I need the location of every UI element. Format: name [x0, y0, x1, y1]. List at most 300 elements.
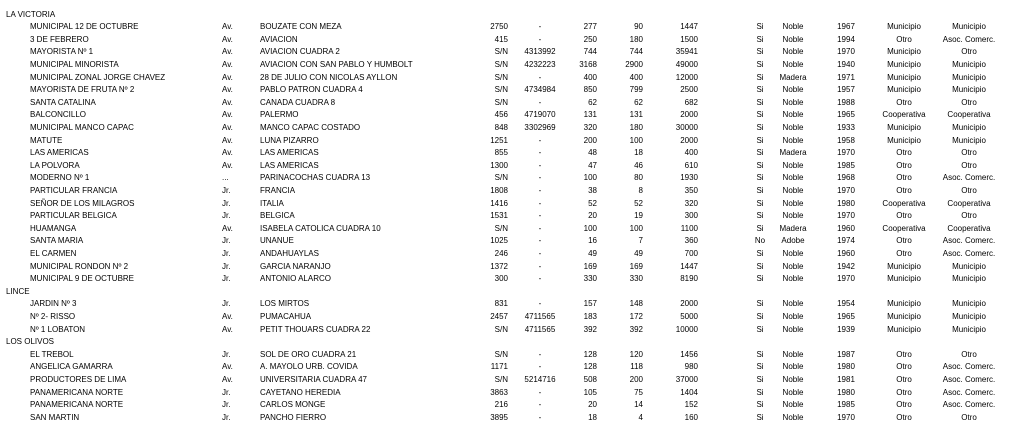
street-number-cell: 456 [494, 110, 508, 120]
year-cell: 1970 [837, 185, 855, 195]
material-cell: Adobe [781, 236, 805, 246]
services-cell: Si [756, 311, 764, 321]
street-type-cell: Jr. [222, 387, 231, 397]
owner-cell: Municipio [887, 22, 921, 32]
market-name-cell: MUNICIPAL MINORISTA [30, 59, 119, 69]
owner-cell: Otro [896, 211, 912, 221]
table-row [0, 412, 1010, 424]
stalls-total-cell: 169 [583, 261, 597, 271]
market-name-cell: MUNICIPAL RONDON Nº 2 [30, 261, 129, 271]
phone-cell: - [538, 236, 542, 246]
street-type-cell: Av. [222, 34, 233, 44]
street-number-cell: S/N [494, 324, 508, 334]
year-cell: 1960 [837, 248, 855, 258]
administrator-cell: Asoc. Comerc. [942, 248, 996, 258]
owner-cell: Otro [896, 387, 912, 397]
address-cell: PETIT THOUARS CUADRA 22 [260, 324, 371, 334]
street-number-cell: S/N [494, 374, 508, 384]
phone-cell: - [538, 173, 542, 183]
stalls-total-cell: 131 [583, 110, 597, 120]
market-name-cell: MUNICIPAL MANCO CAPAC [30, 122, 134, 132]
services-cell: Si [756, 274, 764, 284]
address-cell: ITALIA [260, 198, 284, 208]
table-row [0, 387, 1010, 400]
year-cell: 1970 [837, 211, 855, 221]
services-cell: Si [756, 362, 764, 372]
stalls-active-cell: 14 [634, 400, 643, 410]
area-cell: 320 [684, 198, 698, 208]
material-cell: Madera [779, 72, 807, 82]
material-cell: Noble [782, 387, 804, 397]
market-name-cell: MAYORISTA DE FRUTA Nº 2 [30, 85, 135, 95]
administrator-cell: Asoc. Comerc. [942, 387, 996, 397]
market-name-cell: PANAMERICANA NORTE [30, 400, 124, 410]
administrator-cell: Otro [961, 185, 977, 195]
administrator-cell: Otro [961, 412, 977, 422]
address-cell: LAS AMERICAS [260, 148, 319, 158]
market-name-cell: EL CARMEN [30, 248, 77, 258]
stalls-total-cell: 508 [583, 374, 597, 384]
street-type-cell: ... [222, 173, 229, 183]
area-cell: 1456 [680, 349, 698, 359]
street-type-cell: Av. [222, 362, 233, 372]
services-cell: Si [756, 97, 764, 107]
table-row [0, 399, 1010, 412]
area-cell: 1447 [680, 261, 698, 271]
administrator-cell: Asoc. Comerc. [942, 34, 996, 44]
material-cell: Madera [779, 148, 807, 158]
address-cell: UNANUE [260, 236, 294, 246]
stalls-active-cell: 75 [634, 387, 643, 397]
stalls-total-cell: 38 [588, 185, 597, 195]
services-cell: No [754, 236, 766, 246]
administrator-cell: Cooperativa [947, 110, 991, 120]
owner-cell: Otro [896, 236, 912, 246]
street-type-cell: Jr. [222, 412, 231, 422]
services-cell: Si [756, 47, 764, 57]
stalls-active-cell: 8 [638, 185, 643, 195]
owner-cell: Otro [896, 160, 912, 170]
stalls-active-cell: 392 [629, 324, 643, 334]
stalls-active-cell: 19 [634, 211, 643, 221]
table-row [0, 46, 1010, 59]
owner-cell: Cooperativa [882, 223, 926, 233]
market-name-cell: BALCONCILLO [30, 110, 87, 120]
year-cell: 1967 [837, 22, 855, 32]
administrator-cell: Otro [961, 160, 977, 170]
services-cell: Si [756, 223, 764, 233]
market-name-cell: PARTICULAR BELGICA [30, 211, 117, 221]
stalls-active-cell: 46 [634, 160, 643, 170]
material-cell: Noble [782, 110, 804, 120]
area-cell: 980 [684, 362, 698, 372]
stalls-total-cell: 850 [583, 85, 597, 95]
services-cell: Si [756, 85, 764, 95]
stalls-active-cell: 180 [629, 34, 643, 44]
address-cell: UNIVERSITARIA CUADRA 47 [260, 374, 367, 384]
stalls-active-cell: 169 [629, 261, 643, 271]
table-row [0, 97, 1010, 110]
address-cell: 28 DE JULIO CON NICOLAS AYLLON [260, 72, 398, 82]
owner-cell: Otro [896, 148, 912, 158]
market-name-cell: EL TREBOL [30, 349, 74, 359]
area-cell: 37000 [675, 374, 698, 384]
owner-cell: Municipio [887, 47, 921, 57]
district-name: LA VICTORIA [6, 9, 56, 19]
table-row [0, 210, 1010, 223]
table-row [0, 160, 1010, 173]
administrator-cell: Cooperativa [947, 223, 991, 233]
owner-cell: Municipio [887, 261, 921, 271]
market-name-cell: MODERNO Nº 1 [30, 173, 90, 183]
phone-cell: - [538, 135, 542, 145]
administrator-cell: Municipio [952, 122, 986, 132]
table-row [0, 147, 1010, 160]
phone-cell: - [538, 148, 542, 158]
material-cell: Noble [782, 47, 804, 57]
phone-cell: 4232223 [524, 59, 556, 69]
table-row [0, 34, 1010, 47]
area-cell: 1447 [680, 22, 698, 32]
administrator-cell: Municipio [952, 274, 986, 284]
material-cell: Noble [782, 173, 804, 183]
address-cell: PALERMO [260, 110, 299, 120]
services-cell: Si [756, 135, 764, 145]
stalls-active-cell: 799 [629, 85, 643, 95]
street-number-cell: S/N [494, 85, 508, 95]
phone-cell: - [538, 34, 542, 44]
street-type-cell: Av. [222, 160, 233, 170]
stalls-total-cell: 16 [588, 236, 597, 246]
market-name-cell: PANAMERICANA NORTE [30, 387, 124, 397]
administrator-cell: Otro [961, 211, 977, 221]
stalls-total-cell: 157 [583, 299, 597, 309]
street-type-cell: Av. [222, 47, 233, 57]
address-cell: LAS AMERICAS [260, 160, 319, 170]
street-number-cell: 1025 [490, 236, 508, 246]
owner-cell: Municipio [887, 135, 921, 145]
year-cell: 1988 [837, 97, 855, 107]
year-cell: 1965 [837, 110, 855, 120]
stalls-total-cell: 105 [583, 387, 597, 397]
phone-cell: - [538, 211, 542, 221]
stalls-total-cell: 250 [583, 34, 597, 44]
owner-cell: Otro [896, 97, 912, 107]
street-number-cell: 1416 [490, 198, 508, 208]
services-cell: Si [756, 59, 764, 69]
market-name-cell: MUNICIPAL ZONAL JORGE CHAVEZ [30, 72, 166, 82]
phone-cell: - [538, 400, 542, 410]
district-header [0, 9, 1010, 22]
administrator-cell: Asoc. Comerc. [942, 362, 996, 372]
stalls-total-cell: 128 [583, 362, 597, 372]
area-cell: 1404 [680, 387, 698, 397]
administrator-cell: Asoc. Comerc. [942, 236, 996, 246]
owner-cell: Otro [896, 185, 912, 195]
street-number-cell: S/N [494, 47, 508, 57]
material-cell: Noble [782, 248, 804, 258]
street-type-cell: Jr. [222, 349, 231, 359]
administrator-cell: Municipio [952, 22, 986, 32]
material-cell: Noble [782, 85, 804, 95]
street-type-cell: Av. [222, 311, 233, 321]
owner-cell: Municipio [887, 59, 921, 69]
address-cell: PANCHO FIERRO [260, 412, 327, 422]
table-row [0, 324, 1010, 337]
phone-cell: - [538, 185, 542, 195]
stalls-active-cell: 80 [634, 173, 643, 183]
address-cell: PARINACOCHAS CUADRA 13 [260, 173, 371, 183]
owner-cell: Municipio [887, 85, 921, 95]
material-cell: Noble [782, 400, 804, 410]
market-name-cell: LAS AMERICAS [30, 148, 89, 158]
material-cell: Noble [782, 122, 804, 132]
services-cell: Si [756, 299, 764, 309]
stalls-total-cell: 18 [588, 412, 597, 422]
stalls-total-cell: 47 [588, 160, 597, 170]
material-cell: Noble [782, 97, 804, 107]
street-number-cell: 1808 [490, 185, 508, 195]
administrator-cell: Asoc. Comerc. [942, 173, 996, 183]
address-cell: CANADA CUADRA 8 [260, 97, 336, 107]
market-name-cell: SAN MARTIN [30, 412, 80, 422]
year-cell: 1980 [837, 387, 855, 397]
street-type-cell: Av. [222, 223, 233, 233]
phone-cell: - [538, 274, 542, 284]
street-type-cell: Jr. [222, 261, 231, 271]
market-name-cell: LA POLVORA [30, 160, 80, 170]
phone-cell: 4711565 [524, 311, 556, 321]
owner-cell: Municipio [887, 274, 921, 284]
street-number-cell: 855 [494, 148, 508, 158]
administrator-cell: Otro [961, 349, 977, 359]
phone-cell: - [538, 223, 542, 233]
table-row [0, 122, 1010, 135]
street-number-cell: 1372 [490, 261, 508, 271]
services-cell: Si [756, 22, 764, 32]
material-cell: Noble [782, 349, 804, 359]
street-number-cell: S/N [494, 223, 508, 233]
street-type-cell: Jr. [222, 274, 231, 284]
area-cell: 12000 [675, 72, 698, 82]
area-cell: 610 [684, 160, 698, 170]
stalls-active-cell: 100 [629, 223, 643, 233]
phone-cell: - [538, 22, 542, 32]
phone-cell: - [538, 198, 542, 208]
market-name-cell: MAYORISTA Nº 1 [30, 47, 94, 57]
material-cell: Noble [782, 135, 804, 145]
stalls-active-cell: 131 [629, 110, 643, 120]
street-number-cell: S/N [494, 349, 508, 359]
stalls-active-cell: 200 [629, 374, 643, 384]
stalls-total-cell: 128 [583, 349, 597, 359]
street-type-cell: Av. [222, 59, 233, 69]
street-number-cell: 848 [494, 122, 508, 132]
street-number-cell: S/N [494, 72, 508, 82]
address-cell: CARLOS MONGE [260, 400, 326, 410]
owner-cell: Cooperativa [882, 198, 926, 208]
administrator-cell: Otro [961, 47, 977, 57]
street-type-cell: Jr. [222, 198, 231, 208]
administrator-cell: Otro [961, 148, 977, 158]
market-name-cell: Nº 1 LOBATON [30, 324, 86, 334]
material-cell: Noble [782, 374, 804, 384]
area-cell: 5000 [680, 311, 698, 321]
owner-cell: Municipio [887, 299, 921, 309]
stalls-total-cell: 62 [588, 97, 597, 107]
stalls-active-cell: 744 [629, 47, 643, 57]
address-cell: LOS MIRTOS [260, 299, 310, 309]
phone-cell: - [538, 97, 542, 107]
area-cell: 152 [684, 400, 698, 410]
stalls-active-cell: 2900 [625, 59, 643, 69]
phone-cell: - [538, 261, 542, 271]
area-cell: 8190 [680, 274, 698, 284]
year-cell: 1965 [837, 311, 855, 321]
owner-cell: Municipio [887, 324, 921, 334]
year-cell: 1987 [837, 349, 855, 359]
material-cell: Noble [782, 261, 804, 271]
stalls-total-cell: 392 [583, 324, 597, 334]
services-cell: Si [756, 261, 764, 271]
street-type-cell: Av. [222, 85, 233, 95]
stalls-active-cell: 49 [634, 248, 643, 258]
street-number-cell: 2750 [490, 22, 508, 32]
services-cell: Si [756, 400, 764, 410]
table-row [0, 84, 1010, 97]
phone-cell: - [538, 160, 542, 170]
stalls-total-cell: 52 [588, 198, 597, 208]
stalls-total-cell: 49 [588, 248, 597, 258]
area-cell: 2000 [680, 135, 698, 145]
year-cell: 1980 [837, 198, 855, 208]
stalls-total-cell: 20 [588, 400, 597, 410]
area-cell: 1930 [680, 173, 698, 183]
services-cell: Si [756, 110, 764, 120]
street-number-cell: S/N [494, 97, 508, 107]
market-name-cell: HUAMANGA [30, 223, 77, 233]
address-cell: PABLO PATRON CUADRA 4 [260, 85, 363, 95]
stalls-active-cell: 148 [629, 299, 643, 309]
street-number-cell: 300 [494, 274, 508, 284]
street-number-cell: 246 [494, 248, 508, 258]
street-number-cell: 1531 [490, 211, 508, 221]
street-type-cell: Av. [222, 324, 233, 334]
services-cell: Si [756, 248, 764, 258]
street-number-cell: 831 [494, 299, 508, 309]
phone-cell: 4719070 [524, 110, 556, 120]
phone-cell: 4313992 [524, 47, 556, 57]
phone-cell: - [538, 349, 542, 359]
phone-cell: 4734984 [524, 85, 556, 95]
area-cell: 1100 [680, 223, 698, 233]
phone-cell: 3302969 [524, 122, 556, 132]
stalls-active-cell: 400 [629, 72, 643, 82]
stalls-total-cell: 3168 [579, 59, 597, 69]
market-name-cell: JARDIN Nº 3 [30, 299, 77, 309]
material-cell: Noble [782, 274, 804, 284]
owner-cell: Municipio [887, 311, 921, 321]
owner-cell: Otro [896, 173, 912, 183]
services-cell: Si [756, 374, 764, 384]
administrator-cell: Municipio [952, 261, 986, 271]
owner-cell: Municipio [887, 72, 921, 82]
market-name-cell: SEÑOR DE LOS MILAGROS [30, 198, 135, 208]
services-cell: Si [756, 387, 764, 397]
area-cell: 30000 [675, 122, 698, 132]
services-cell: Si [756, 324, 764, 334]
year-cell: 1957 [837, 85, 855, 95]
street-type-cell: Av. [222, 110, 233, 120]
material-cell: Noble [782, 59, 804, 69]
street-number-cell: 3863 [490, 387, 508, 397]
year-cell: 1994 [837, 34, 855, 44]
stalls-total-cell: 20 [588, 211, 597, 221]
material-cell: Madera [779, 223, 807, 233]
services-cell: Si [756, 122, 764, 132]
services-cell: Si [756, 148, 764, 158]
administrator-cell: Municipio [952, 59, 986, 69]
market-name-cell: SANTA CATALINA [30, 97, 96, 107]
district-name: LINCE [6, 286, 30, 296]
address-cell: BOUZATE CON MEZA [260, 22, 342, 32]
services-cell: Si [756, 173, 764, 183]
stalls-total-cell: 277 [583, 22, 597, 32]
administrator-cell: Municipio [952, 324, 986, 334]
administrator-cell: Asoc. Comerc. [942, 374, 996, 384]
table-row [0, 109, 1010, 122]
administrator-cell: Otro [961, 97, 977, 107]
table-row [0, 72, 1010, 85]
material-cell: Noble [782, 160, 804, 170]
stalls-total-cell: 48 [588, 148, 597, 158]
administrator-cell: Municipio [952, 135, 986, 145]
market-name-cell: PRODUCTORES DE LIMA [30, 374, 127, 384]
stalls-total-cell: 100 [583, 173, 597, 183]
street-type-cell: Jr. [222, 236, 231, 246]
phone-cell: - [538, 412, 542, 422]
stalls-active-cell: 120 [629, 349, 643, 359]
year-cell: 1970 [837, 47, 855, 57]
stalls-active-cell: 172 [629, 311, 643, 321]
address-cell: GARCIA NARANJO [260, 261, 331, 271]
stalls-active-cell: 7 [638, 236, 643, 246]
table-row [0, 198, 1010, 211]
address-cell: CAYETANO HEREDIA [260, 387, 341, 397]
phone-cell: - [538, 387, 542, 397]
address-cell: ANTONIO ALARCO [260, 274, 331, 284]
area-cell: 360 [684, 236, 698, 246]
area-cell: 49000 [675, 59, 698, 69]
area-cell: 682 [684, 97, 698, 107]
street-type-cell: Av. [222, 148, 233, 158]
table-row [0, 185, 1010, 198]
administrator-cell: Cooperativa [947, 198, 991, 208]
services-cell: Si [756, 412, 764, 422]
owner-cell: Otro [896, 400, 912, 410]
address-cell: BELGICA [260, 211, 295, 221]
market-name-cell: MATUTE [30, 135, 63, 145]
street-type-cell: Av. [222, 97, 233, 107]
stalls-total-cell: 744 [583, 47, 597, 57]
owner-cell: Otro [896, 34, 912, 44]
address-cell: PUMACAHUA [260, 311, 312, 321]
services-cell: Si [756, 185, 764, 195]
material-cell: Noble [782, 22, 804, 32]
administrator-cell: Asoc. Comerc. [942, 400, 996, 410]
address-cell: MANCO CAPAC COSTADO [260, 122, 361, 132]
table-row [0, 223, 1010, 236]
